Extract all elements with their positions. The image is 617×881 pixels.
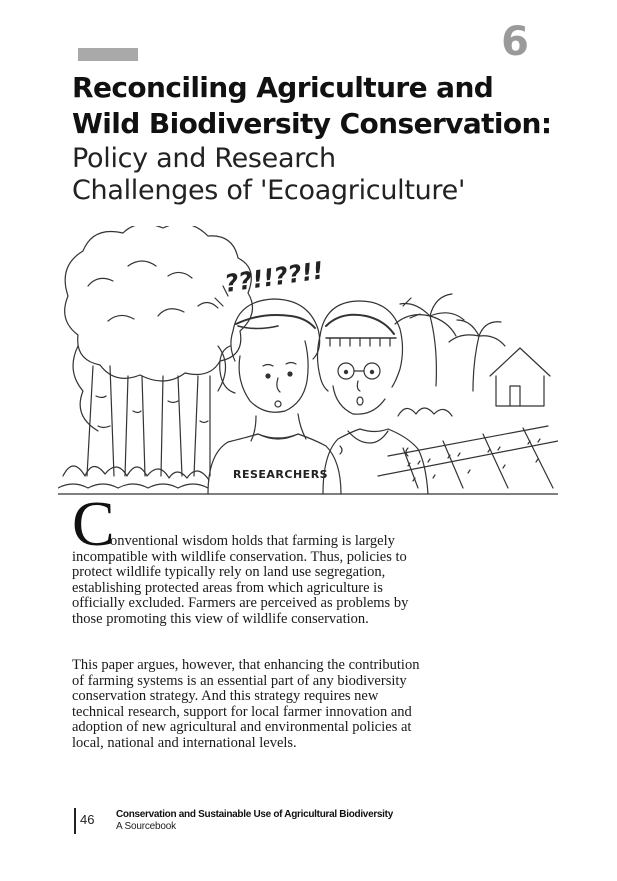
header-accent-bar [78, 48, 138, 61]
text-line: officially excluded. Farmers are perceived as problems by [72, 595, 409, 612]
text-line: local, national and international levels. [72, 734, 297, 751]
page-number: 46 [80, 812, 95, 827]
title-line: Reconciling Agriculture and [72, 71, 494, 104]
chapter-title-bold [72, 70, 572, 142]
body-paragraph-2 [72, 658, 542, 752]
text-line: technical research, support for local farmer innovation and [72, 703, 412, 720]
researchers-illustration [58, 226, 558, 498]
title-line: Wild Biodiversity Conservation: [72, 107, 552, 140]
subtitle-line: Policy and Research [72, 143, 336, 174]
text-line: of farming systems is an essential part of any biodiversity [72, 672, 407, 689]
exclamation-text: ??!!??!! [222, 256, 326, 298]
text-line: establishing protected areas from which agriculture is [72, 579, 383, 596]
footer-divider [74, 808, 76, 834]
text-line: those promoting this view of wildlife conservation. [72, 610, 369, 627]
text-line: conservation strategy. And this strategy requires new [72, 688, 379, 705]
footer-book-title: Conservation and Sustainable Use of Agricultural Biodiversity [116, 809, 393, 820]
drop-cap: C [72, 488, 115, 559]
shirt-label: RESEARCHERS [233, 468, 329, 481]
text-line: incompatible with wildlife conservation. Thus, policies to [72, 548, 407, 565]
footer-book-subtitle: A Sourcebook [116, 821, 176, 832]
chapter-number: 6 [501, 19, 529, 65]
text-line: adoption of new agricultural and environmental policies at [72, 719, 412, 736]
text-line: This paper argues, however, that enhancing the contribution [72, 657, 420, 673]
subtitle-line: Challenges of 'Ecoagriculture' [72, 175, 466, 206]
text-line: protect wildlife typically rely on land use segregation, [72, 564, 386, 581]
text-line: onventional wisdom holds that farming is largely [110, 533, 395, 549]
body-paragraph-1 [72, 534, 542, 628]
chapter-subtitle [72, 143, 572, 207]
